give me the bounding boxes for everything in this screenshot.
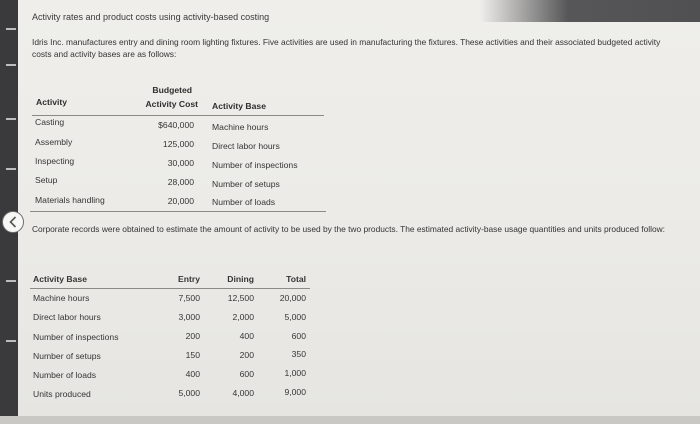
back-button[interactable] — [2, 211, 24, 233]
table-row-total: 20,000 — [279, 293, 306, 303]
table-row-base: Number of inspections — [212, 160, 298, 170]
strip-mark — [6, 64, 16, 66]
table-row-base: Number of setups — [33, 351, 101, 361]
col-header-activity-cost: Activity Cost — [145, 99, 198, 109]
table-row-total: 600 — [291, 331, 306, 341]
strip-mark — [6, 118, 16, 120]
table-row-cost: 20,000 — [167, 196, 194, 206]
table-row-cost: $640,000 — [158, 120, 194, 130]
table-row-entry: 3,000 — [178, 312, 200, 322]
table-row-dining: 200 — [239, 350, 254, 360]
table-row-dining: 2,000 — [232, 312, 254, 322]
col-header-total: Total — [286, 274, 306, 284]
table-row-entry: 5,000 — [178, 388, 200, 398]
col-header-dining: Dining — [227, 274, 254, 284]
header-rule — [30, 288, 310, 289]
table-row-dining: 400 — [239, 331, 254, 341]
col-header-entry: Entry — [178, 274, 200, 284]
table-row-total: 9,000 — [284, 387, 306, 397]
intro-paragraph: Idris Inc. manufactures entry and dining room lighting fixtures. Five activities are used in manufacturing the fixtures. These activities and their associated budgeted activity costs and activity bases are as follows: — [32, 37, 661, 59]
table-row-base: Number of setups — [212, 179, 280, 189]
table-row-total: 350 — [291, 349, 306, 359]
chevron-left-icon — [8, 216, 18, 228]
strip-mark — [6, 168, 16, 170]
table-row-base: Units produced — [33, 389, 91, 399]
document-page — [18, 0, 700, 416]
col-header-budgeted: Budgeted — [152, 85, 192, 95]
table-row-activity: Inspecting — [35, 156, 75, 166]
table-row-total: 5,000 — [284, 312, 306, 322]
bottom-band — [0, 416, 700, 424]
table-row-cost: 125,000 — [162, 139, 194, 149]
table-row-base: Machine hours — [33, 293, 90, 303]
col-header-activity-base: Activity Base — [212, 101, 266, 111]
table-row-dining: 12,500 — [227, 293, 254, 303]
table-row-activity: Assembly — [35, 137, 73, 147]
strip-mark — [6, 28, 16, 30]
table-row-activity: Materials handling — [35, 195, 105, 205]
table-row-cost: 28,000 — [167, 177, 194, 187]
table-row-activity: Casting — [35, 117, 65, 127]
table-row-base: Direct labor hours — [212, 141, 280, 151]
col-header-activity-base: Activity Base — [33, 274, 87, 284]
table-row-base: Direct labor hours — [33, 312, 101, 322]
table-row-base: Number of loads — [33, 370, 97, 380]
table-row-dining: 600 — [239, 369, 254, 379]
table-row-entry: 7,500 — [178, 293, 200, 303]
table-row-entry: 400 — [185, 369, 200, 379]
strip-mark — [6, 280, 16, 282]
table-row-base: Number of inspections — [33, 332, 119, 342]
table-row-base: Number of loads — [212, 197, 276, 207]
table-row-activity: Setup — [35, 175, 58, 185]
top-right-shadow — [480, 0, 700, 22]
table-row-total: 1,000 — [284, 368, 306, 378]
table-row-base: Machine hours — [212, 122, 269, 132]
table-row-dining: 4,000 — [232, 388, 254, 398]
header-rule — [32, 115, 324, 116]
footer-rule — [30, 211, 326, 212]
usage-paragraph: Corporate records were obtained to estimate the amount of activity to be used by the two products. The estimated activity-base usage quantities and units produced follow: — [32, 224, 665, 234]
col-header-activity: Activity — [36, 97, 68, 107]
table-row-entry: 150 — [185, 350, 200, 360]
table-row-cost: 30,000 — [167, 158, 194, 168]
table-row-entry: 200 — [185, 331, 200, 341]
strip-mark — [6, 340, 16, 342]
page-title: Activity rates and product costs using activity-based costing — [32, 12, 270, 22]
